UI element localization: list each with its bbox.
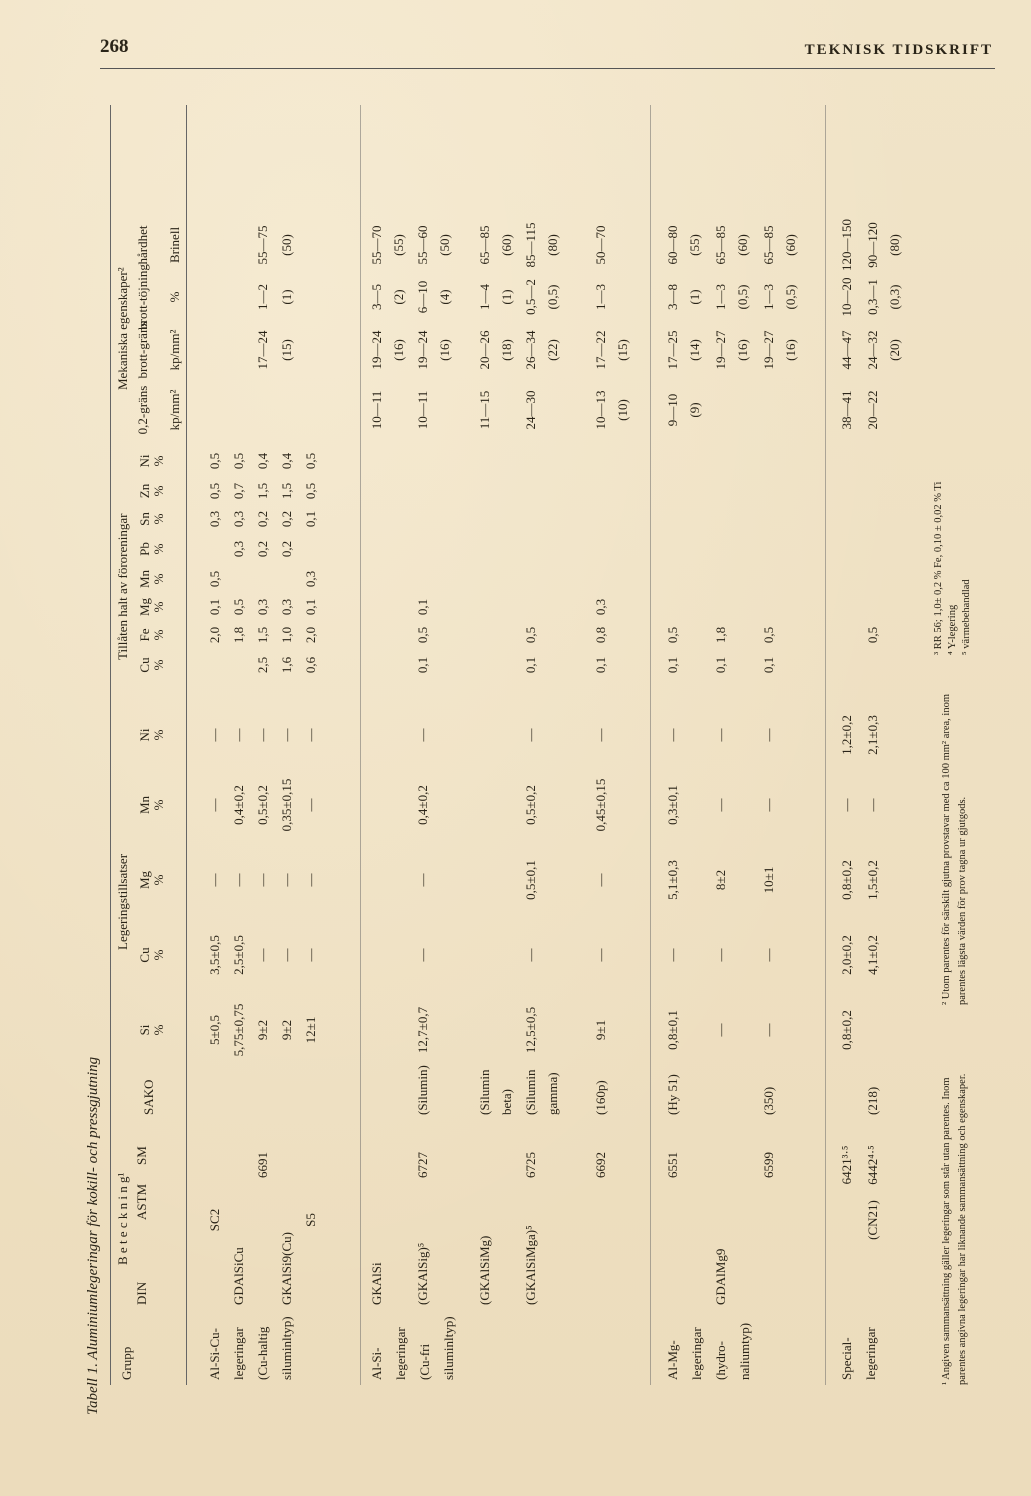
table-cell-hb: (60) <box>783 234 798 256</box>
group-divider <box>650 105 651 1385</box>
header-hardhet: hårdhet <box>135 225 150 265</box>
group-label: siluminltyp) <box>279 1316 294 1380</box>
table-cell-zn: 0,5 <box>303 482 318 500</box>
header-din: DIN <box>134 1281 149 1305</box>
table-cell-mn: 0,45±0,15 <box>593 778 608 832</box>
header-pct: % <box>151 485 166 497</box>
group-label: legeringar <box>689 1327 704 1380</box>
header-grupp: Grupp <box>119 1346 134 1380</box>
header-unit1: kp/mm² <box>167 389 182 431</box>
header-unit3: % <box>167 291 182 303</box>
header-mn: Mn <box>137 795 152 815</box>
table-cell-cu2: 0,1 <box>415 656 430 674</box>
footnote: ¹ Angiven sammansättning gäller legeringar som står utan parentes. Inom <box>941 1077 952 1385</box>
table-cell-zn: 0,5 <box>207 482 222 500</box>
footnote: ⁴ Y-legering <box>947 604 958 655</box>
table-cell-mg: 5,1±0,3 <box>665 860 680 900</box>
table-cell-ni2: 0,5 <box>231 452 246 470</box>
footnote: ³ RR 56; 1,0± 0,2 % Fe, 0,10 ± 0,02 % Ti <box>933 481 944 655</box>
header-pct: % <box>151 799 166 811</box>
table-cell-sako: (Hy 51) <box>665 1074 680 1115</box>
group-label: Al-Mg- <box>665 1340 680 1380</box>
table-cell-pb: 0,2 <box>255 540 270 558</box>
table-cell-bt: (0,5) <box>783 284 798 310</box>
table-cell-bt: 3—8 <box>665 284 680 310</box>
table-cell-bg: (15) <box>615 339 630 361</box>
table-cell-hb: (55) <box>687 234 702 256</box>
table-cell-mg2: 0,1 <box>207 598 222 616</box>
table-cell-bt: 0,3—1 <box>865 279 880 315</box>
table-cell-cu: — <box>593 948 608 962</box>
table-cell-cu2: 1,6 <box>279 656 294 674</box>
table-cell-sako: (Silumin <box>477 1069 492 1115</box>
table-cell-fe: 1,8 <box>713 626 728 644</box>
table-cell-hb: 55—75 <box>255 225 270 265</box>
table-cell-sm: 6442⁴·⁵ <box>865 1145 880 1185</box>
header-pct: % <box>151 573 166 585</box>
table-cell-hb: (80) <box>545 234 560 256</box>
table-cell-sm: 6725 <box>523 1152 538 1178</box>
table-cell-zn: 1,5 <box>279 482 294 500</box>
table-cell-zn: 0,7 <box>231 482 246 500</box>
table-cell-cu: — <box>255 948 270 962</box>
table-cell-ni: — <box>255 728 270 742</box>
table-cell-gr: 10—11 <box>415 390 430 430</box>
table-cell-fe: 2,0 <box>303 626 318 644</box>
table-cell-sako: beta) <box>499 1089 514 1115</box>
table-cell-ni: — <box>665 728 680 742</box>
table-cell-bt: 1—3 <box>593 284 608 310</box>
header-tillaten: Tillåten halt av föroreningar <box>115 513 130 660</box>
header-sn: Sn <box>137 512 152 526</box>
table-cell-mg: 1,5±0,2 <box>865 860 880 900</box>
table-cell-mg: — <box>255 873 270 887</box>
table-cell-sm: 6692 <box>593 1152 608 1178</box>
table-cell-bt: 1—3 <box>761 284 776 310</box>
table-cell-mg: 10±1 <box>761 866 776 894</box>
table-cell-cu2: 0,1 <box>761 656 776 674</box>
footnote: ⁵ värmebehandlad <box>961 579 972 655</box>
table-cell-bg: (16) <box>437 339 452 361</box>
group-divider <box>825 105 826 1385</box>
table-cell-sn: 0,3 <box>231 510 246 528</box>
table-cell-bt: 1—4 <box>477 284 492 310</box>
table-cell-gr: 9—10 <box>665 393 680 427</box>
table-cell-mg: — <box>231 873 246 887</box>
table-cell-mg: — <box>593 873 608 887</box>
table-cell-bg: (16) <box>735 339 750 361</box>
table-cell-mn: 0,4±0,2 <box>415 785 430 825</box>
table-cell-din: GKAlSi <box>369 1262 384 1305</box>
table-cell-ni: — <box>593 728 608 742</box>
header-mg: Mg <box>137 597 152 617</box>
table-cell-mn: 0,3±0,1 <box>665 785 680 825</box>
header-astm: ASTM <box>134 1183 149 1220</box>
table-cell-mn: 0,35±0,15 <box>279 778 294 832</box>
table-cell-si: 5,75±0,75 <box>231 1003 246 1057</box>
table-cell-hb: 55—70 <box>369 225 384 265</box>
table-cell-cu: — <box>303 948 318 962</box>
table-cell-fe: 0,5 <box>415 626 430 644</box>
table-cell-gr: 11—15 <box>477 390 492 430</box>
table-cell-hb: 120—150 <box>839 219 854 271</box>
header-pct: % <box>151 513 166 525</box>
table-cell-hb: (60) <box>735 234 750 256</box>
table-header-rule <box>186 105 187 1385</box>
group-label: naliumtyp) <box>737 1322 752 1380</box>
table-cell-mg: 8±2 <box>713 869 728 891</box>
table-cell-si: 12,5±0,5 <box>523 1006 538 1054</box>
table-cell-si: 9±2 <box>255 1019 270 1041</box>
page-number: 268 <box>100 36 129 57</box>
table-cell-bt: 0,5—2 <box>523 279 538 315</box>
table-cell-fe: 0,5 <box>665 626 680 644</box>
table-cell-cu: — <box>415 948 430 962</box>
header-ni: Ni <box>137 728 152 742</box>
group-label: (hydro- <box>713 1341 728 1380</box>
header-cu: Cu <box>137 657 152 673</box>
header-sm: SM <box>134 1146 149 1165</box>
table-cell-fe: 0,5 <box>865 626 880 644</box>
table-cell-cu: — <box>713 948 728 962</box>
header-pct: % <box>151 659 166 671</box>
table-cell-si: 9±2 <box>279 1019 294 1041</box>
table-cell-cu: 2,5±0,5 <box>231 935 246 975</box>
table-cell-astm: SC2 <box>207 1208 222 1232</box>
group-label: (Cu-haltig <box>255 1326 270 1380</box>
table-cell-hb: 65—85 <box>477 225 492 265</box>
table-cell-bt: (0,3) <box>887 284 902 310</box>
rotated-table <box>80 85 990 1425</box>
footnote: ² Utom parentes för särskilt gjutna provstavar med ca 100 mm² area, inom <box>941 693 952 1005</box>
table-cell-fe: 0,8 <box>593 626 608 644</box>
header-mekaniska: Mekaniska egenskaper² <box>115 267 130 390</box>
table-cell-mn: — <box>303 798 318 812</box>
header-pct: % <box>151 455 166 467</box>
table-cell-hb: (80) <box>887 234 902 256</box>
table-cell-bg: (14) <box>687 339 702 361</box>
table-cell-bt: (1) <box>499 289 514 305</box>
table-cell-hb: 60—80 <box>665 225 680 265</box>
table-cell-hb: (50) <box>437 234 452 256</box>
table-cell-si: — <box>761 1023 776 1037</box>
table-cell-astm: (CN21) <box>865 1200 880 1240</box>
table-cell-sako: (Silumin) <box>415 1065 430 1115</box>
table-cell-sn: 0,2 <box>279 510 294 528</box>
table-cell-gr: 10—13 <box>593 390 608 430</box>
table-cell-bt: 3—5 <box>369 284 384 310</box>
table-cell-cu: — <box>523 948 538 962</box>
table-cell-sm: 6727 <box>415 1152 430 1178</box>
table-cell-bt: 6—10 <box>415 280 430 314</box>
table-cell-hb: 90—120 <box>865 222 880 268</box>
table-cell-cu: 3,5±0,5 <box>207 935 222 975</box>
header-pct: % <box>151 1024 166 1036</box>
table-cell-mn: — <box>865 798 880 812</box>
group-label: Al-Si- <box>369 1347 384 1380</box>
header-pct: % <box>151 949 166 961</box>
table-cell-ni: 2,1±0,3 <box>865 715 880 755</box>
table-cell-ni: — <box>415 728 430 742</box>
table-cell-gr: 20—22 <box>865 390 880 430</box>
table-cell-zn: 1,5 <box>255 482 270 500</box>
table-cell-si: 12±1 <box>303 1016 318 1044</box>
table-cell-mg2: 0,3 <box>279 598 294 616</box>
table-cell-si: 5±0,5 <box>207 1015 222 1045</box>
table-cell-cu: 2,0±0,2 <box>839 935 854 975</box>
table-cell-ni: — <box>207 728 222 742</box>
table-cell-cu2: 2,5 <box>255 656 270 674</box>
header-brotttojning: brott-töjning <box>135 264 150 330</box>
table-cell-sako: (160p) <box>593 1080 608 1115</box>
header-mn: Mn <box>137 569 152 589</box>
table-cell-ni2: 0,4 <box>279 452 294 470</box>
table-cell-mn: — <box>207 798 222 812</box>
table-cell-hb: 65—85 <box>761 225 776 265</box>
header-sako: SAKO <box>141 1079 156 1115</box>
table-cell-mg: — <box>279 873 294 887</box>
table-cell-mn: 0,4±0,2 <box>231 785 246 825</box>
table-cell-mn: 0,5±0,2 <box>255 785 270 825</box>
table-cell-sm: 6551 <box>665 1152 680 1178</box>
table-cell-bg: 19—24 <box>415 330 430 370</box>
table-cell-ni: 1,2±0,2 <box>839 715 854 755</box>
table-cell-cu: 4,1±0,2 <box>865 935 880 975</box>
table-cell-hb: (55) <box>391 234 406 256</box>
table-cell-sako: (218) <box>865 1086 880 1115</box>
table-cell-fe: 1,8 <box>231 626 246 644</box>
table-cell-mn2: 0,3 <box>303 570 318 588</box>
table-cell-ni: — <box>761 728 776 742</box>
header-beteckning: B e t e c k n i n g¹ <box>115 1172 130 1265</box>
table-cell-din: (GKAlSig)⁵ <box>415 1242 430 1305</box>
table-cell-cu2: 0,1 <box>523 656 538 674</box>
table-cell-ni: — <box>523 728 538 742</box>
table-cell-ni: — <box>279 728 294 742</box>
table-cell-cu2: 0,1 <box>713 656 728 674</box>
group-label: (Cu-fri <box>417 1343 432 1380</box>
table-cell-bg: 26—34 <box>523 330 538 370</box>
table-cell-gr: 38—41 <box>839 390 854 430</box>
table-cell-bg: 19—24 <box>369 330 384 370</box>
table-cell-si: 0,8±0,1 <box>665 1010 680 1050</box>
header-gr02: 0,2-gräns <box>135 385 150 435</box>
table-cell-bg: 19—27 <box>713 330 728 370</box>
table-cell-si: 9±1 <box>593 1019 608 1041</box>
table-cell-mg2: 0,3 <box>593 598 608 616</box>
table-cell-si: 0,8±0,2 <box>839 1010 854 1050</box>
header-cu: Cu <box>137 947 152 963</box>
table-caption: Tabell 1. Aluminiumlegeringar för kokill- och pressgjutning <box>85 1056 101 1415</box>
table-cell-bt: (0,5) <box>545 284 560 310</box>
table-cell-sm: 6599 <box>761 1152 776 1178</box>
header-zn: Zn <box>137 483 152 499</box>
table-cell-mg: — <box>415 873 430 887</box>
table-cell-mn2: 0,5 <box>207 570 222 588</box>
table-cell-bg: (18) <box>499 339 514 361</box>
table-cell-sn: 0,2 <box>255 510 270 528</box>
table-cell-sm: 6691 <box>255 1152 270 1178</box>
table-cell-mn: — <box>713 798 728 812</box>
header-ni: Ni <box>137 454 152 468</box>
table-cell-mg2: 0,1 <box>303 598 318 616</box>
header-pct: % <box>151 601 166 613</box>
header-rule <box>100 68 995 69</box>
table-cell-mg2: 0,1 <box>415 598 430 616</box>
table-cell-din: (GKAlSiMg) <box>477 1235 492 1305</box>
header-legeringstillsatser: Legeringstillsatser <box>115 853 130 950</box>
table-cell-fe: 1,5 <box>255 626 270 644</box>
table-cell-sm: 6421³·⁵ <box>839 1145 854 1185</box>
group-label: legeringar <box>393 1327 408 1380</box>
table-cell-ni2: 0,4 <box>255 452 270 470</box>
table-cell-si: 12,7±0,7 <box>415 1006 430 1054</box>
table-cell-hb: 85—115 <box>523 222 538 268</box>
table-cell-mg2: 0,5 <box>231 598 246 616</box>
table-cell-hb: (60) <box>499 234 514 256</box>
group-label: legeringar <box>863 1327 878 1380</box>
header-pct: % <box>151 874 166 886</box>
table-top-rule <box>110 105 111 1385</box>
table-cell-sako: gamma) <box>545 1072 560 1115</box>
table-cell-fe: 0,5 <box>761 626 776 644</box>
table-cell-bt: (1) <box>279 289 294 305</box>
table-cell-hb: 50—70 <box>593 225 608 265</box>
table-cell-hb: 65—85 <box>713 225 728 265</box>
table-cell-cu2: 0,6 <box>303 656 318 674</box>
table-cell-mg: — <box>207 873 222 887</box>
table-cell-gr: (10) <box>615 399 630 421</box>
header-brottgrans: brott-gräns <box>135 321 150 379</box>
table-cell-bg: 24—32 <box>865 330 880 370</box>
table-cell-bg: 17—24 <box>255 330 270 370</box>
table-cell-ni: — <box>713 728 728 742</box>
table-cell-ni: — <box>231 728 246 742</box>
table-cell-bg: 20—26 <box>477 330 492 370</box>
group-divider <box>360 105 361 1385</box>
header-unit4: Brinell <box>167 226 182 264</box>
header-pct: % <box>151 729 166 741</box>
table-cell-din: GDAlSiCu <box>231 1247 246 1305</box>
table-cell-mn: — <box>839 798 854 812</box>
table-cell-cu2: 0,1 <box>665 656 680 674</box>
table-cell-din: (GKAlSiMga)⁵ <box>523 1225 538 1305</box>
footnote: parentes angivna legeringar har liknande sammansättning och egenskaper. <box>957 1073 968 1385</box>
table-cell-sn: 0,3 <box>207 510 222 528</box>
table-cell-gr: 10—11 <box>369 390 384 430</box>
table-cell-bt: (2) <box>391 289 406 305</box>
table-cell-bt: (0,5) <box>735 284 750 310</box>
header-pb: Pb <box>137 542 152 556</box>
journal-title: TEKNISK TIDSKRIFT <box>804 42 993 58</box>
table-cell-bg: 17—22 <box>593 330 608 370</box>
table-cell-bg: (20) <box>887 339 902 361</box>
table-cell-pb: 0,2 <box>279 540 294 558</box>
table-cell-bg: 19—27 <box>761 330 776 370</box>
table-cell-bg: (22) <box>545 339 560 361</box>
table-cell-si: — <box>713 1023 728 1037</box>
table-cell-bg: 17—25 <box>665 330 680 370</box>
table-cell-gr: 24—30 <box>523 390 538 430</box>
table-cell-mg: — <box>303 873 318 887</box>
table-cell-cu: — <box>279 948 294 962</box>
table-cell-bg: (15) <box>279 339 294 361</box>
group-label: Al-Si-Cu- <box>207 1328 222 1380</box>
group-label: siluminltyp) <box>441 1316 456 1380</box>
table-cell-hb: 55—60 <box>415 225 430 265</box>
table-cell-bg: (16) <box>391 339 406 361</box>
table-cell-bt: (1) <box>687 289 702 305</box>
header-pct: % <box>151 629 166 641</box>
table-cell-bt: 1—3 <box>713 284 728 310</box>
table-cell-din: GKAlSi9(Cu) <box>279 1232 294 1305</box>
table-cell-mg: 0,8±0,2 <box>839 860 854 900</box>
table-cell-sako: (Silumin <box>523 1069 538 1115</box>
group-label: legeringar <box>231 1327 246 1380</box>
header-unit2: kp/mm² <box>167 329 182 371</box>
table-cell-sn: 0,1 <box>303 510 318 528</box>
table-cell-fe: 1,0 <box>279 626 294 644</box>
table-cell-hb: (50) <box>279 234 294 256</box>
table-cell-bg: (16) <box>783 339 798 361</box>
table-cell-mn: — <box>761 798 776 812</box>
table-cell-mg2: 0,3 <box>255 598 270 616</box>
table-cell-sako: (350) <box>761 1086 776 1115</box>
table-cell-cu: — <box>665 948 680 962</box>
table-cell-bt: 1—2 <box>255 284 270 310</box>
table-cell-fe: 0,5 <box>523 626 538 644</box>
table-cell-ni: — <box>303 728 318 742</box>
table-cell-mg: 0,5±0,1 <box>523 860 538 900</box>
table-cell-bt: (4) <box>437 289 452 305</box>
header-fe: Fe <box>137 628 152 642</box>
footnote: parentes lägsta värden för prov tagna ur gjutgods. <box>957 796 968 1005</box>
table-cell-fe: 2,0 <box>207 626 222 644</box>
table-cell-pb: 0,3 <box>231 540 246 558</box>
table-cell-cu: — <box>761 948 776 962</box>
table-cell-din: GDAlMg9 <box>713 1248 728 1305</box>
table-cell-cu2: 0,1 <box>593 656 608 674</box>
header-mg: Mg <box>137 870 152 890</box>
table-cell-gr: (9) <box>687 402 702 418</box>
table-cell-bg: 44—47 <box>839 330 854 370</box>
table-cell-ni2: 0,5 <box>303 452 318 470</box>
header-pct: % <box>151 543 166 555</box>
table-cell-ni2: 0,5 <box>207 452 222 470</box>
group-label: Special- <box>839 1337 854 1380</box>
header-si: Si <box>137 1024 152 1036</box>
table-cell-mn: 0,5±0,2 <box>523 785 538 825</box>
table-cell-bt: 10—20 <box>839 277 854 317</box>
table-cell-astm: S5 <box>303 1213 318 1227</box>
